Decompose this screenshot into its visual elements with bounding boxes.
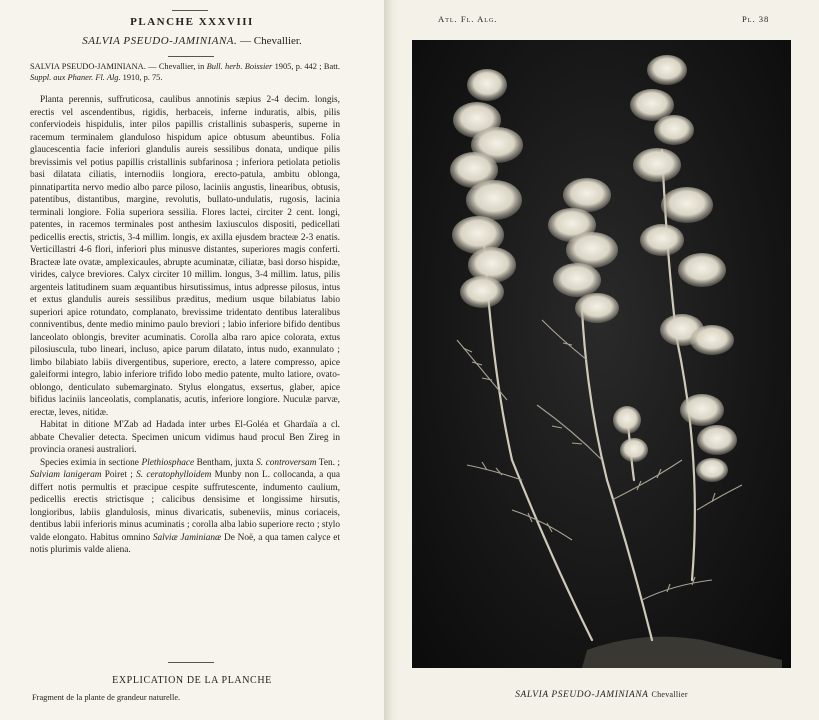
atlas-header: Atl. Fl. Alg. bbox=[438, 14, 498, 24]
species-heading bbox=[0, 35, 384, 47]
plant-illustration bbox=[412, 40, 791, 668]
caption-author: Chevallier bbox=[651, 690, 688, 699]
citation-part2: 1905, p. 442 ; Batt. bbox=[272, 62, 340, 71]
habitat-paragraph: Habitat in ditione M'Zab ad Hadada inter urbes El-Goléa et Ghardaïa a cl. abbate Chevalier detecta. Specimen unicum vidimus haud procul Ben Zireg in provincia oranesi australiori. bbox=[30, 420, 340, 455]
affinity-b: Plethiosphace bbox=[141, 457, 195, 468]
affinity-e: Ten. ; bbox=[316, 457, 341, 468]
plant-base bbox=[582, 637, 782, 668]
citation-suppl: Suppl. aux Phaner. Fl. Alg. bbox=[30, 72, 121, 82]
top-rule bbox=[172, 10, 208, 11]
explanation-text: Fragment de la plante de grandeur naturelle. bbox=[32, 693, 181, 702]
affinity-g: Poiret ; bbox=[101, 470, 137, 480]
affinity-i: Munby non L. collocanda, a qua differt notis permultis et præcipue cespite suffrutescente, indumento caulium, pedicellis erectis strictisque ; calicibus densisime et longissime hirsutis, longioribus, labiis glandulosis, minus divaricatis, subeneviis, minus coriaceis, dentibus labii inferioris minus acuminatis ; corolla alba labio superiore recto ; stylo valde elongato. Habitus omnino bbox=[30, 470, 340, 543]
affinity-k: De Noë, a qua tamen calyce et notis plurimis valde aliena. bbox=[30, 532, 340, 555]
description-body bbox=[30, 94, 340, 557]
plant-photograph bbox=[412, 40, 791, 668]
affinity-a: Species eximia in sectione bbox=[40, 457, 142, 468]
citation bbox=[30, 62, 340, 83]
citation-part1: SALVIA PSEUDO-JAMINIANA. — Chevallier, in bbox=[30, 62, 207, 71]
affinity-c: Bentham, juxta bbox=[194, 457, 257, 468]
plate-label: Pl. 38 bbox=[742, 14, 770, 24]
citation-part3: 1910, p. 75. bbox=[120, 72, 163, 82]
middle-rule bbox=[168, 56, 214, 57]
citation-bull: Bull. herb. Boissier bbox=[206, 62, 273, 71]
affinity-h: S. ceratophylloidem bbox=[136, 470, 212, 480]
caption-species: SALVIA PSEUDO-JAMINIANA bbox=[515, 690, 649, 700]
affinity-d: S. controversam bbox=[256, 457, 317, 468]
explanation-title: EXPLICATION DE LA PLANCHE bbox=[112, 675, 272, 686]
species-author: — Chevallier. bbox=[240, 35, 302, 47]
affinity-paragraph bbox=[30, 457, 340, 557]
description-paragraph: Planta perennis, suffruticosa, caulibus annotinis sæpius 2-4 decim. longis, erectis vel ascendentibus, rigidis, herbaceis, inferne induratis, albis, pilis conferviodeis hispidulis, inter pilos papillis cristallinis subasperis, superne in racemum terminalem glanduloso hispidum apice obtusum abeuntibus. Folia glaucescentia facie inferiori glandulis aureis sessilibus donata, undique pilis brevissimis vel potius papillis cristallinis subfarinosa ; inferiora petiolata petiolis basi dilatata ciliatis, internodiis longiora, erecto-patula, ambitu oblonga, pinnatipartita nervo medio albo parce piloso, laciniis angustis, linearibus, obtusis, patentibus, distantibus, margine, revolutis, bullato-undulatis, rugosis, lacinia terminali longiore. Folia superiora sessilia. Flores lactei, circiter 2 cent. longi, patentes, in racemos terminales post anthesim laxiusculos dispositi, pedicellati pedicellis erectis, strictis, 3-4 millim. longis, ex axilla ejusdem bracteæ 2-3 enatis. Verticillastri 4-6 flori, inferiori plus minusve distantes, superiores magis conferti. Bracteæ late ovatæ, amplexicaules, abrupte acuminatæ, ciliatæ, basi dorso hispidæ, virides, calyce breviores. Calyx circiter 10 millim. longus, 3-4 millim. latus, pilis argenteis latitudinem suam æquantibus hirsutissimus, intus adpresse pilosus, intus et extus glandulis aureis sessilibus præditus, medium usque bilabiatus labio superiori apice rotundato, complanato, brevissime tridentato dentibus lateralibus conniventibus, dente medio minimo paulo breviori ; labio inferiore bifido dentibus lanceolato oblongis, breviter acuminatis. Corolla alba raro apice colorata, extus pilosiuscula, tubo lineari, incluso, apice parum dilatato, intus nudo, exannulato ; limbo bilabiato labiis divergentibus, superiore, erecto, a latere compresso, apice galeiformi integro, labio inferiore trifido lobo medio patente, multo latiore, ovato-oblongo, denticulato subemarginato. Stylus elongatus, exsertus, glaber, apice bifidus laciniis lanceolatis, complanatis, acutis, inferiore longiore. Nuculæ parvæ, erectæ, leves, nitidæ. bbox=[30, 95, 340, 418]
leaves bbox=[457, 320, 742, 600]
bottom-rule bbox=[168, 662, 214, 663]
affinity-f: Salviam lanigeram bbox=[30, 470, 102, 480]
species-name: SALVIA PSEUDO-JAMINIANA. bbox=[82, 35, 238, 47]
plate-caption bbox=[412, 690, 791, 700]
book-gutter bbox=[384, 0, 398, 720]
affinity-j: Salviæ Jaminianæ bbox=[152, 532, 222, 543]
plate-number: PLANCHE XXXVIII bbox=[130, 16, 254, 28]
